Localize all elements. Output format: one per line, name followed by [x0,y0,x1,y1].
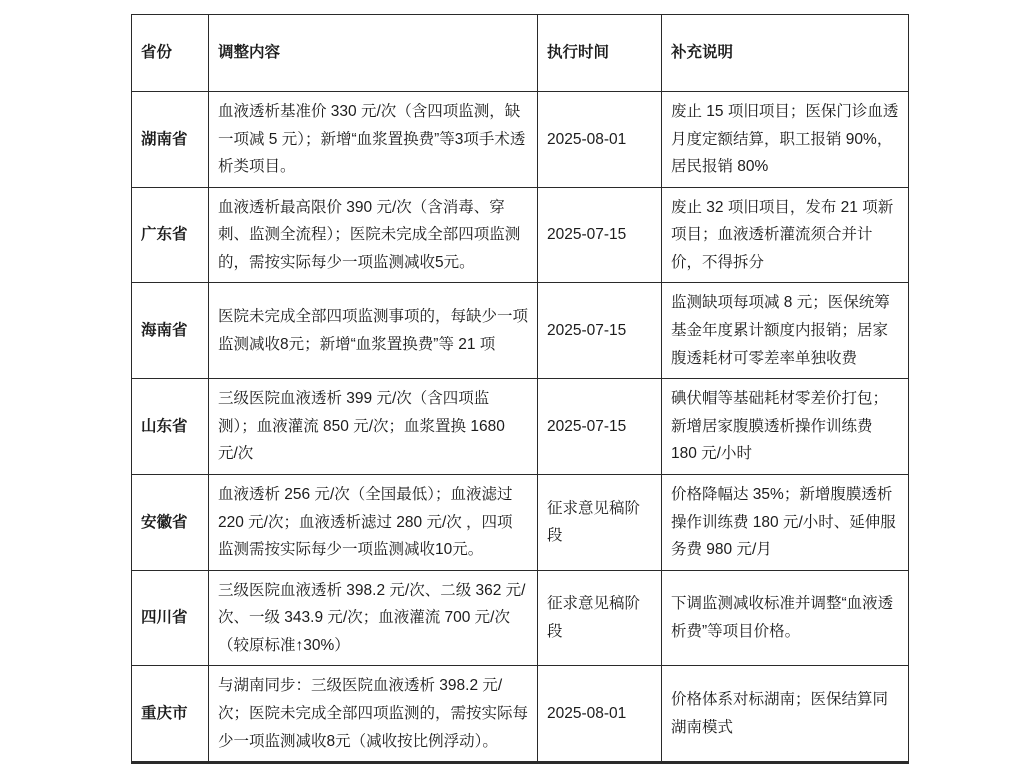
notes-cell: 废止 32 项旧项目，发布 21 项新项目；血液透析灌流须合并计价，不得拆分 [662,187,909,283]
column-header-notes: 补充说明 [662,15,909,92]
table-header-row [132,15,909,92]
province-cell: 湖南省 [132,92,209,188]
time-cell: 2025-07-15 [538,283,662,379]
province-cell: 广东省 [132,187,209,283]
time-cell: 征求意见稿阶段 [538,570,662,666]
notes-cell: 碘伏帽等基础耗材零差价打包；新增居家腹膜透析操作训练费 180 元/小时 [662,379,909,475]
time-cell: 2025-07-15 [538,379,662,475]
notes-cell: 废止 15 项旧项目；医保门诊血透月度定额结算，职工报销 90%，居民报销 80% [662,92,909,188]
content-cell: 血液透析基准价 330 元/次（含四项监测，缺一项减 5 元）；新增“血浆置换费”等3项手术透析类项目。 [209,92,538,188]
column-header-time: 执行时间 [538,15,662,92]
table-row [132,666,909,763]
table-row [132,379,909,475]
province-cell: 海南省 [132,283,209,379]
notes-cell: 价格降幅达 35%；新增腹膜透析操作训练费 180 元/小时、延伸服务费 980 元/月 [662,474,909,570]
column-header-province: 省份 [132,15,209,92]
content-cell: 血液透析 256 元/次（全国最低）；血液滤过 220 元/次；血液透析滤过 280 元/次 ，四项监测需按实际每少一项监测减收10元。 [209,474,538,570]
table-row [132,92,909,188]
content-cell: 三级医院血液透析 399 元/次（含四项监测）；血液灌流 850 元/次；血浆置换 1680 元/次 [209,379,538,475]
notes-cell: 监测缺项每项减 8 元；医保统筹基金年度累计额度内报销；居家腹透耗材可零差率单独收费 [662,283,909,379]
content-cell: 三级医院血液透析 398.2 元/次、二级 362 元/次、一级 343.9 元/次；血液灌流 700 元/次（较原标准↑30%） [209,570,538,666]
column-header-content: 调整内容 [209,15,538,92]
province-cell: 重庆市 [132,666,209,763]
content-cell: 血液透析最高限价 390 元/次（含消毒、穿刺、监测全流程）；医院未完成全部四项监测的，需按实际每少一项监测减收5元。 [209,187,538,283]
time-cell: 2025-08-01 [538,666,662,763]
content-cell: 医院未完成全部四项监测事项的，每缺少一项监测减收8元；新增“血浆置换费”等 21 项 [209,283,538,379]
time-cell: 2025-07-15 [538,187,662,283]
time-cell: 2025-08-01 [538,92,662,188]
province-cell: 安徽省 [132,474,209,570]
table-row [132,570,909,666]
time-cell: 征求意见稿阶段 [538,474,662,570]
notes-cell: 价格体系对标湖南；医保结算同湖南模式 [662,666,909,763]
notes-cell: 下调监测减收标准并调整“血液透析费”等项目价格。 [662,570,909,666]
table-row [132,187,909,283]
dialysis-price-adjustment-table [131,14,909,764]
table-row [132,283,909,379]
content-cell: 与湖南同步：三级医院血液透析 398.2 元/次；医院未完成全部四项监测的，需按实际每少一项监测减收8元（减收按比例浮动）。 [209,666,538,763]
province-cell: 四川省 [132,570,209,666]
table-row [132,474,909,570]
province-cell: 山东省 [132,379,209,475]
